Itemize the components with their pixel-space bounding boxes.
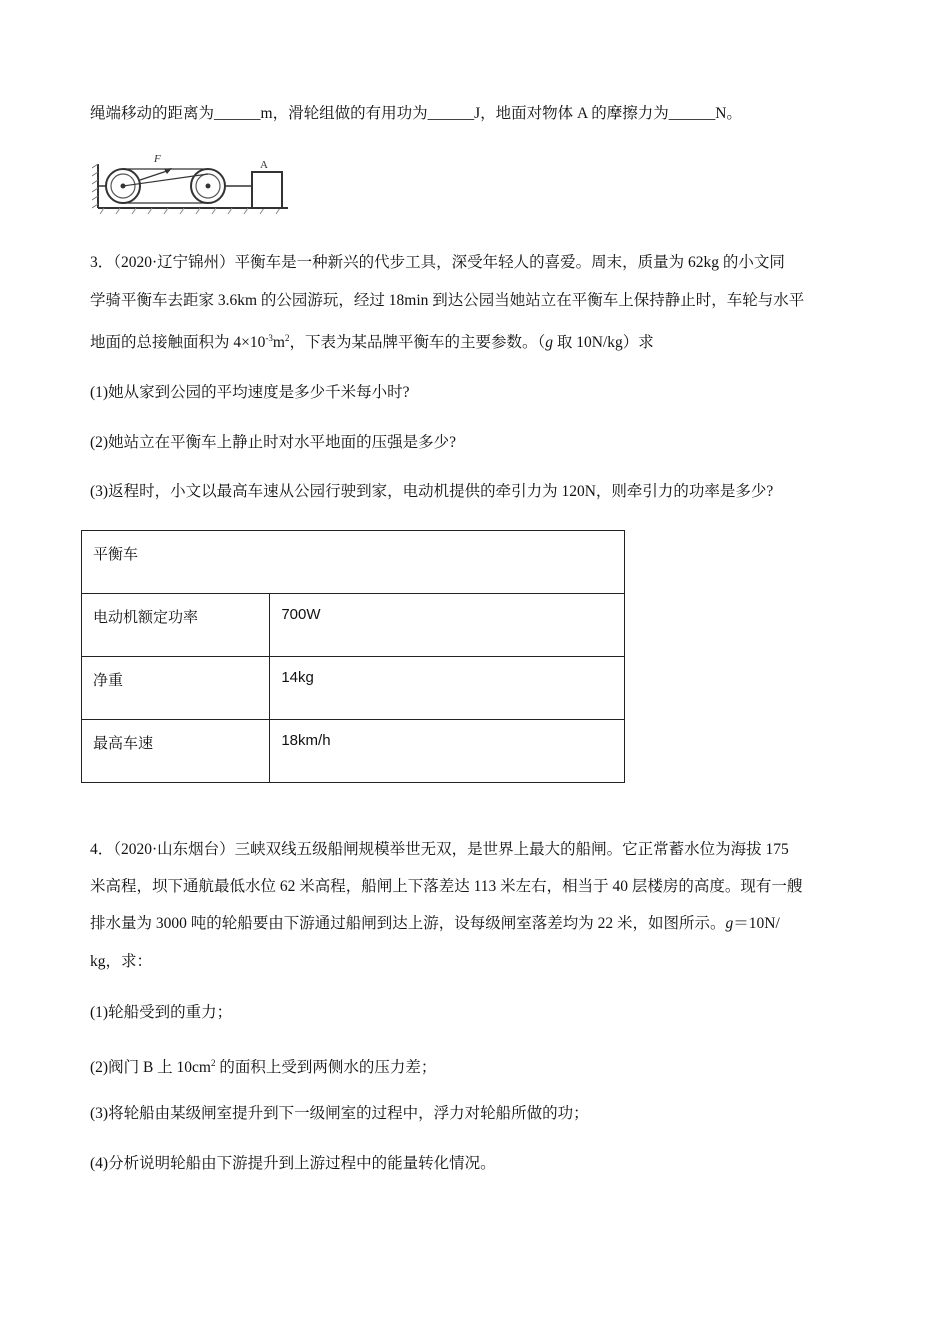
block-a xyxy=(252,172,282,208)
q3-exponent-2: 2 xyxy=(284,333,290,343)
q3-symbol-g: g xyxy=(545,334,553,351)
table-cell-value xyxy=(270,594,625,657)
label-f: F xyxy=(154,153,161,165)
q2-text-1: 绳端移动的距离为 xyxy=(90,105,215,122)
q4-sub-2-a: (2)阀门 B 上 10cm xyxy=(90,1059,211,1076)
table-cell-value xyxy=(270,657,625,720)
table-header-row xyxy=(82,531,625,594)
q2-text-2: m，滑轮组做的有用功为 xyxy=(260,105,428,122)
q4-sub-4: (4)分析说明轮船由下游提升到上游过程中的能量转化情况。 xyxy=(90,1155,496,1172)
q3-line-3 xyxy=(90,328,654,353)
q3-line-1: 3．（2020·辽宁锦州）平衡车是一种新兴的代步工具，深受年轻人的喜爱。周末，质量为 62kg 的小文同 xyxy=(90,254,785,271)
label-a: A xyxy=(260,159,268,171)
answer-blank-2: ______ xyxy=(427,105,475,122)
q4-symbol-g: g xyxy=(725,915,734,932)
table-row xyxy=(82,720,625,783)
row-value: 18km/h xyxy=(281,732,331,749)
table-row xyxy=(82,594,625,657)
q4-line-4: kg，求： xyxy=(90,953,153,970)
table-header-cell xyxy=(82,531,625,594)
q3-sub-1: (1)她从家到公园的平均速度是多少千米每小时? xyxy=(90,384,410,401)
q4-line-3-b: ＝10N/ xyxy=(733,915,780,932)
q4-sub-3: (3)将轮船由某级闸室提升到下一级闸室的过程中，浮力对轮船所做的功； xyxy=(90,1105,589,1122)
q3-line-3-b: m xyxy=(272,334,285,351)
table-cell-label xyxy=(82,657,270,720)
row-label: 电动机额定功率 xyxy=(93,609,199,626)
q4-sub-2-b: 的面积上受到两侧水的压力差； xyxy=(215,1059,437,1076)
q4-line-3-a: 排水量为 3000 吨的轮船要由下游通过船闸到达上游，设每级闸室落差均为 22 米，如图所示。 xyxy=(90,915,726,932)
q3-line-3-c: ，下表为某品牌平衡车的主要参数。（ xyxy=(289,334,546,351)
balance-car-spec-table xyxy=(81,530,625,783)
row-value: 14kg xyxy=(281,669,314,686)
q4-sub-2 xyxy=(90,1053,436,1078)
table-header-text: 平衡车 xyxy=(93,546,139,563)
pulley-diagram xyxy=(92,150,292,216)
q3-sub-2: (2)她站立在平衡车上静止时对水平地面的压强是多少? xyxy=(90,434,456,451)
q4-exponent: 2 xyxy=(210,1058,216,1068)
answer-blank-3: ______ xyxy=(668,105,716,122)
q3-line-3-d: 取 10N/kg）求 xyxy=(552,334,654,351)
table-cell-value xyxy=(270,720,625,783)
q3-exponent-1: -3 xyxy=(265,333,273,343)
table-cell-label xyxy=(82,720,270,783)
row-value: 700W xyxy=(281,606,321,623)
row-label: 最高车速 xyxy=(93,735,154,752)
q4-line-3 xyxy=(90,914,780,934)
q4-sub-1: (1)轮船受到的重力； xyxy=(90,1004,233,1021)
q4-line-1: 4．（2020·山东烟台）三峡双线五级船闸规模举世无双，是世界上最大的船闸。它正常蓄水位为海拔 175 xyxy=(90,841,789,858)
row-label: 净重 xyxy=(93,672,124,689)
q4-line-2: 米高程，坝下通航最低水位 62 米高程，船闸上下落差达 113 米左右，相当于 40 层楼房的高度。现有一艘 xyxy=(90,878,803,895)
q3-line-2: 学骑平衡车去距家 3.6km 的公园游玩，经过 18min 到达公园当她站立在平衡车上保持静止时，车轮与水平 xyxy=(90,292,805,309)
q2-text-3: J，地面对物体 A 的摩擦力为 xyxy=(474,105,669,122)
table-row xyxy=(82,657,625,720)
q2-tail-line xyxy=(90,104,742,124)
q3-line-3-a: 地面的总接触面积为 4×10 xyxy=(90,334,266,351)
answer-blank-1: ______ xyxy=(214,105,261,122)
q2-text-4: N。 xyxy=(715,105,742,122)
q3-sub-3: (3)返程时，小文以最高车速从公园行驶到家，电动机提供的牵引力为 120N，则牵引力的功率是多少? xyxy=(90,483,774,500)
table-cell-label xyxy=(82,594,270,657)
